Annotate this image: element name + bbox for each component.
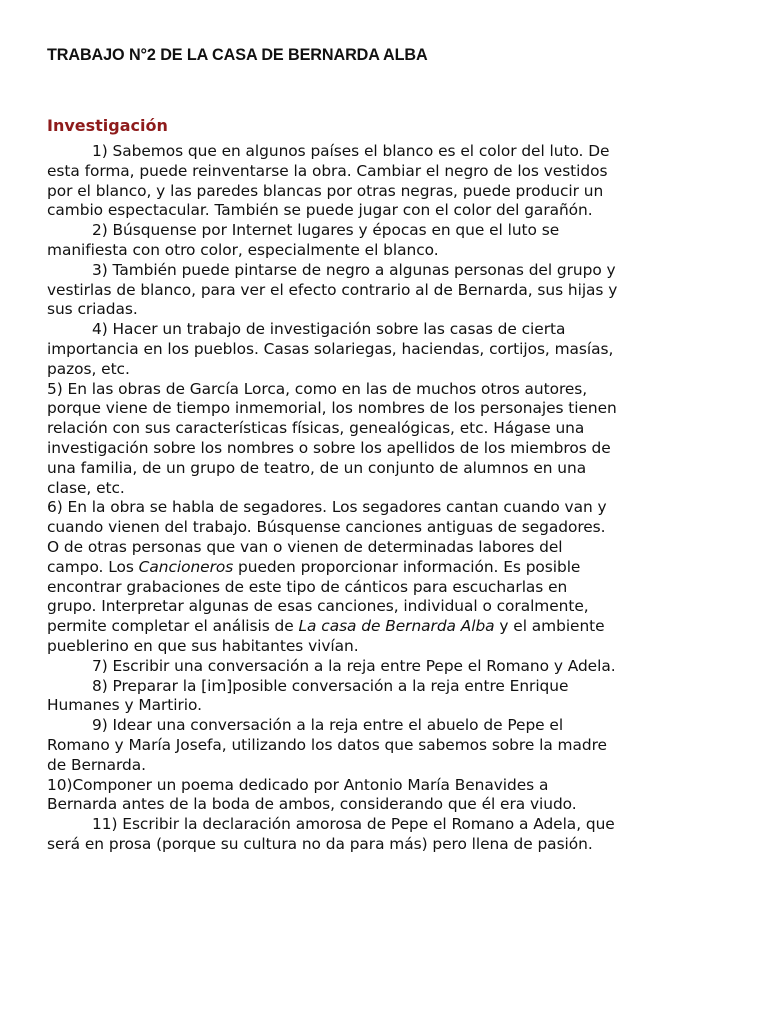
text-line: porque viene de tiempo inmemorial, los nombres de los personajes tienen: [47, 399, 617, 418]
text-line: por el blanco, y las paredes blancas por otras negras, puede producir un: [47, 181, 604, 200]
text-line: relación con sus características físicas, genealógicas, etc. Hágase una: [47, 419, 585, 438]
section-heading-investigacion: Investigación: [47, 116, 168, 135]
text-line: investigación sobre los nombres o sobre los apellidos de los miembros de: [47, 438, 611, 457]
text-line: 6) En la obra se habla de segadores. Los segadores cantan cuando van y: [47, 498, 607, 517]
italic-book-title: Cancioneros: [138, 557, 234, 576]
text-line: pazos, etc.: [47, 359, 130, 378]
text-line: 9) Idear una conversación a la reja entre el abuelo de Pepe el: [92, 716, 564, 735]
text-line: sus criadas.: [47, 300, 138, 319]
text-line: manifiesta con otro color, especialmente el blanco.: [47, 240, 439, 259]
text-segment: pueden proporcionar información. Es posible: [233, 557, 581, 576]
text-line: pueblerino en que sus habitantes vivían.: [47, 636, 359, 655]
text-line: 10)Componer un poema dedicado por Antonio María Benavides a: [47, 775, 549, 794]
text-line: 5) En las obras de García Lorca, como en las de muchos otros autores,: [47, 379, 588, 398]
text-segment: campo. Los: [47, 557, 139, 576]
body-text: [47, 142, 737, 855]
text-line: cuando vienen del trabajo. Búsquense canciones antiguas de segadores.: [47, 518, 606, 537]
text-line: 11) Escribir la declaración amorosa de Pepe el Romano a Adela, que: [92, 815, 615, 834]
text-line: Humanes y Martirio.: [47, 696, 202, 715]
text-line: 7) Escribir una conversación a la reja entre Pepe el Romano y Adela.: [92, 656, 616, 675]
text-line: Romano y María Josefa, utilizando los datos que sabemos sobre la madre: [47, 735, 607, 754]
text-line: vestirlas de blanco, para ver el efecto contrario al de Bernarda, sus hijas y: [47, 280, 618, 299]
text-line: encontrar grabaciones de este tipo de cánticos para escucharlas en: [47, 577, 568, 596]
document-title: TRABAJO N°2 DE LA CASA DE BERNARDA ALBA: [47, 46, 428, 64]
text-line: una familia, de un grupo de teatro, de un conjunto de alumnos en una: [47, 458, 587, 477]
text-line: 1) Sabemos que en algunos países el blanco es el color del luto. De: [92, 142, 610, 160]
text-segment: y el ambiente: [494, 617, 605, 636]
text-line: Bernarda antes de la boda de ambos, considerando que él era viudo.: [47, 795, 577, 814]
text-line: 8) Preparar la [im]posible conversación a la reja entre Enrique: [92, 676, 569, 695]
italic-play-title: La casa de Bernarda Alba: [298, 617, 495, 636]
text-line: grupo. Interpretar algunas de esas canciones, individual o coralmente,: [47, 597, 589, 616]
text-line: O de otras personas que van o vienen de determinadas labores del: [47, 537, 563, 556]
text-line-with-italic: [47, 617, 737, 637]
text-line: de Bernarda.: [47, 755, 146, 774]
text-line: clase, etc.: [47, 478, 125, 497]
text-line: 4) Hacer un trabajo de investigación sobre las casas de cierta: [92, 320, 566, 339]
text-line: importancia en los pueblos. Casas solariegas, haciendas, cortijos, masías,: [47, 339, 614, 358]
text-line: será en prosa (porque su cultura no da para más) pero llena de pasión.: [47, 834, 593, 853]
text-line: 2) Búsquense por Internet lugares y épocas en que el luto se: [92, 221, 560, 240]
text-line: esta forma, puede reinventarse la obra. Cambiar el negro de los vestidos: [47, 161, 608, 180]
text-line-with-italic: [47, 558, 737, 578]
text-line: cambio espectacular. También se puede jugar con el color del garañón.: [47, 201, 593, 220]
text-segment: permite completar el análisis de: [47, 617, 299, 636]
text-line: 3) También puede pintarse de negro a algunas personas del grupo y: [92, 260, 616, 279]
